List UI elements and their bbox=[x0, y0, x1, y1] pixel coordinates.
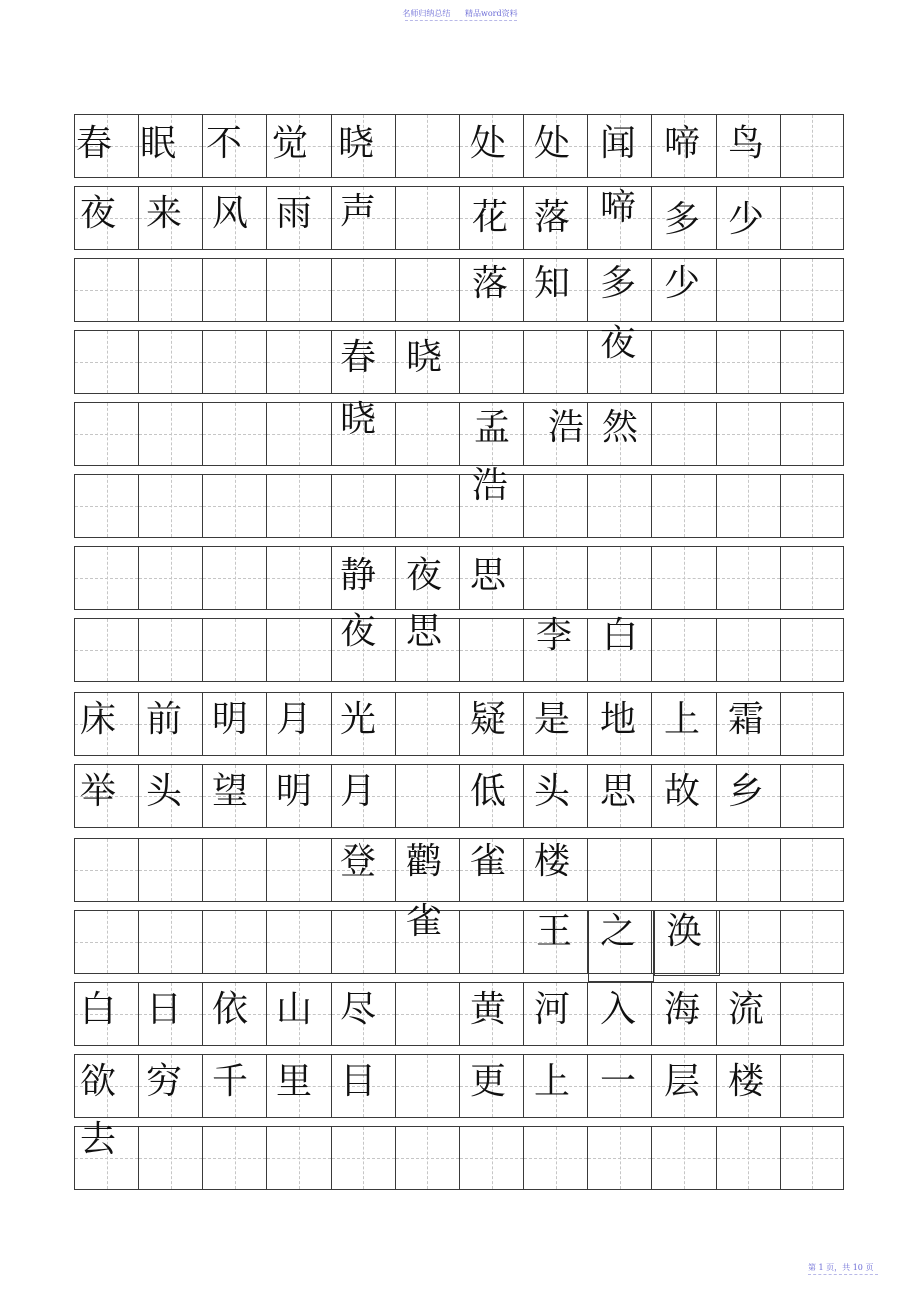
page-number: 第 1 页，共 10 页 bbox=[808, 1263, 874, 1272]
author-char: 浩 bbox=[472, 465, 509, 506]
char: 风 bbox=[212, 193, 249, 234]
grid-cell bbox=[266, 402, 330, 466]
title-char: 雀 bbox=[470, 841, 507, 882]
footer-rule bbox=[808, 1274, 878, 1275]
header-left-text: 名师归纳总结 bbox=[402, 9, 451, 18]
grid-cell bbox=[266, 1126, 330, 1190]
author-char: 之 bbox=[600, 911, 637, 952]
grid-cell bbox=[780, 764, 844, 828]
char: 思 bbox=[600, 771, 637, 812]
grid-cell bbox=[138, 910, 202, 974]
char: 晓 bbox=[338, 123, 375, 164]
grid-cell bbox=[395, 402, 459, 466]
char: 低 bbox=[470, 771, 507, 812]
grid-cell bbox=[780, 474, 844, 538]
char: 入 bbox=[600, 989, 637, 1030]
grid-cell bbox=[716, 618, 780, 682]
grid-cell bbox=[651, 474, 715, 538]
grid-cell bbox=[716, 546, 780, 610]
author-char: 白 bbox=[602, 615, 639, 656]
char: 月 bbox=[340, 771, 377, 812]
char: 光 bbox=[340, 699, 377, 740]
grid-cell bbox=[74, 474, 138, 538]
char: 流 bbox=[728, 989, 765, 1030]
grid-cell bbox=[395, 1126, 459, 1190]
grid-cell bbox=[138, 474, 202, 538]
grid-cell bbox=[74, 258, 138, 322]
grid-cell bbox=[780, 618, 844, 682]
char: 一 bbox=[600, 1061, 637, 1102]
char: 处 bbox=[534, 123, 571, 164]
char: 床 bbox=[80, 699, 117, 740]
char: 欲 bbox=[80, 1061, 117, 1102]
char: 疑 bbox=[470, 699, 507, 740]
char: 啼 bbox=[664, 123, 701, 164]
grid-cell bbox=[138, 1126, 202, 1190]
grid-cell bbox=[202, 330, 266, 394]
char: 来 bbox=[146, 193, 183, 234]
char: 是 bbox=[534, 699, 571, 740]
char: 声 bbox=[340, 191, 377, 232]
grid-cell bbox=[459, 618, 523, 682]
grid-cell bbox=[202, 910, 266, 974]
grid-cell bbox=[716, 474, 780, 538]
char: 望 bbox=[212, 771, 249, 812]
grid-cell bbox=[523, 330, 587, 394]
char: 目 bbox=[340, 1061, 377, 1102]
char: 霜 bbox=[728, 699, 765, 740]
char: 啼 bbox=[600, 187, 637, 228]
grid-cell bbox=[202, 1126, 266, 1190]
char: 觉 bbox=[272, 123, 309, 164]
title-char: 春 bbox=[340, 337, 377, 378]
title-char: 夜 bbox=[340, 611, 377, 652]
grid-cell bbox=[202, 546, 266, 610]
char: 不 bbox=[206, 123, 243, 164]
grid-cell bbox=[266, 910, 330, 974]
grid-cell bbox=[395, 982, 459, 1046]
grid-cell bbox=[780, 546, 844, 610]
grid-cell bbox=[74, 330, 138, 394]
grid-row bbox=[74, 474, 844, 538]
grid-cell bbox=[780, 258, 844, 322]
grid-cell bbox=[202, 618, 266, 682]
grid-cell bbox=[716, 1126, 780, 1190]
author-char: 浩 bbox=[548, 407, 585, 448]
grid-cell bbox=[651, 838, 715, 902]
author-char: 然 bbox=[602, 407, 639, 448]
grid-row bbox=[74, 330, 844, 394]
grid-cell bbox=[587, 546, 651, 610]
grid-cell bbox=[780, 982, 844, 1046]
author-char: 孟 bbox=[474, 407, 511, 448]
char: 落 bbox=[472, 263, 509, 304]
title-char: 思 bbox=[470, 555, 507, 596]
grid-cell bbox=[266, 838, 330, 902]
grid-row bbox=[74, 838, 844, 902]
header-right-text: 精品word资料 bbox=[464, 9, 518, 18]
grid-row bbox=[74, 258, 844, 322]
char: 月 bbox=[276, 699, 313, 740]
title-char: 静 bbox=[340, 555, 377, 596]
grid-cell bbox=[780, 692, 844, 756]
char: 春 bbox=[76, 123, 113, 164]
grid-cell bbox=[780, 1054, 844, 1118]
char: 少 bbox=[728, 199, 765, 240]
grid-cell bbox=[587, 838, 651, 902]
char: 夜 bbox=[600, 323, 637, 364]
grid-cell bbox=[651, 330, 715, 394]
author-char: 李 bbox=[536, 615, 573, 656]
title-char: 登 bbox=[340, 841, 377, 882]
grid-row bbox=[74, 1126, 844, 1190]
grid-cell bbox=[202, 474, 266, 538]
grid-cell bbox=[202, 258, 266, 322]
grid-cell bbox=[266, 330, 330, 394]
char: 落 bbox=[534, 197, 571, 238]
char: 上 bbox=[534, 1061, 571, 1102]
char: 少 bbox=[664, 263, 701, 304]
grid-cell bbox=[138, 838, 202, 902]
grid-cell bbox=[523, 474, 587, 538]
grid-cell bbox=[651, 546, 715, 610]
char: 日 bbox=[146, 989, 183, 1030]
grid-cell bbox=[459, 1126, 523, 1190]
grid-cell bbox=[331, 910, 395, 974]
grid-cell bbox=[74, 618, 138, 682]
grid-cell bbox=[651, 1126, 715, 1190]
grid-cell bbox=[395, 764, 459, 828]
grid-cell bbox=[266, 474, 330, 538]
grid-cell bbox=[459, 910, 523, 974]
grid-cell bbox=[780, 910, 844, 974]
grid-cell bbox=[266, 258, 330, 322]
grid-cell bbox=[266, 618, 330, 682]
grid-row bbox=[74, 910, 844, 974]
grid-cell bbox=[523, 546, 587, 610]
char: 雨 bbox=[276, 193, 313, 234]
char: 层 bbox=[664, 1061, 701, 1102]
char: 楼 bbox=[728, 1061, 765, 1102]
grid-row bbox=[74, 615, 844, 682]
grid-cell bbox=[74, 910, 138, 974]
char: 山 bbox=[276, 989, 313, 1030]
char: 多 bbox=[664, 199, 701, 240]
grid-cell bbox=[523, 1126, 587, 1190]
char: 去 bbox=[80, 1119, 117, 1160]
char: 乡 bbox=[728, 771, 765, 812]
char: 上 bbox=[664, 699, 701, 740]
grid-cell bbox=[780, 186, 844, 250]
grid-cell bbox=[395, 186, 459, 250]
char: 尽 bbox=[340, 989, 377, 1030]
char: 黄 bbox=[470, 989, 507, 1030]
grid-cell bbox=[395, 258, 459, 322]
char: 处 bbox=[470, 123, 507, 164]
char: 故 bbox=[664, 771, 701, 812]
grid-cell bbox=[138, 546, 202, 610]
title-char: 楼 bbox=[534, 841, 571, 882]
author-char: 王 bbox=[536, 911, 573, 952]
char: 闻 bbox=[600, 123, 637, 164]
grid-cell bbox=[331, 1126, 395, 1190]
char: 依 bbox=[212, 989, 249, 1030]
grid-cell bbox=[780, 838, 844, 902]
grid-cell bbox=[395, 114, 459, 178]
grid-row bbox=[74, 546, 844, 610]
char: 明 bbox=[276, 771, 313, 812]
grid-cell bbox=[74, 838, 138, 902]
author-char: 涣 bbox=[666, 911, 703, 952]
grid-cell bbox=[716, 258, 780, 322]
grid-cell bbox=[138, 258, 202, 322]
char: 里 bbox=[276, 1061, 313, 1102]
grid-cell bbox=[716, 838, 780, 902]
grid-cell bbox=[138, 330, 202, 394]
grid-cell bbox=[202, 402, 266, 466]
char: 地 bbox=[600, 699, 637, 740]
page-header bbox=[0, 8, 920, 19]
char: 举 bbox=[80, 771, 117, 812]
title-char: 思 bbox=[406, 611, 443, 652]
char: 明 bbox=[212, 699, 249, 740]
grid-cell bbox=[716, 402, 780, 466]
char: 千 bbox=[212, 1061, 249, 1102]
char: 头 bbox=[534, 771, 571, 812]
grid-cell bbox=[74, 402, 138, 466]
grid-cell bbox=[780, 330, 844, 394]
grid-row bbox=[74, 399, 844, 466]
char: 穷 bbox=[146, 1061, 183, 1102]
grid-cell bbox=[266, 546, 330, 610]
char: 前 bbox=[146, 699, 183, 740]
title-char: 鹳 bbox=[406, 841, 443, 882]
char: 头 bbox=[146, 771, 183, 812]
char: 鸟 bbox=[728, 123, 765, 164]
header-rule bbox=[405, 20, 517, 21]
grid-cell bbox=[395, 1054, 459, 1118]
title-char: 晓 bbox=[340, 399, 377, 440]
title-char: 雀 bbox=[406, 901, 443, 942]
char: 知 bbox=[534, 263, 571, 304]
grid-cell bbox=[780, 114, 844, 178]
grid-cell bbox=[587, 1126, 651, 1190]
grid-cell bbox=[74, 546, 138, 610]
grid-cell bbox=[395, 692, 459, 756]
grid-cell bbox=[716, 330, 780, 394]
char: 多 bbox=[600, 263, 637, 304]
char: 眠 bbox=[140, 123, 177, 164]
grid-cell bbox=[780, 1126, 844, 1190]
grid-cell bbox=[716, 910, 780, 974]
char: 白 bbox=[80, 989, 117, 1030]
grid-cell bbox=[138, 618, 202, 682]
char: 夜 bbox=[80, 193, 117, 234]
char: 花 bbox=[472, 197, 509, 238]
grid-cell bbox=[780, 402, 844, 466]
char: 河 bbox=[534, 989, 571, 1030]
grid-cell bbox=[331, 474, 395, 538]
char: 更 bbox=[470, 1061, 507, 1102]
char: 海 bbox=[664, 989, 701, 1030]
grid-cell bbox=[651, 618, 715, 682]
title-char: 夜 bbox=[406, 555, 443, 596]
grid-cell bbox=[459, 330, 523, 394]
grid-cell bbox=[331, 258, 395, 322]
title-char: 晓 bbox=[406, 337, 443, 378]
grid-cell bbox=[395, 474, 459, 538]
grid-cell bbox=[202, 838, 266, 902]
grid-cell bbox=[138, 402, 202, 466]
grid-cell bbox=[587, 474, 651, 538]
grid-cell bbox=[651, 402, 715, 466]
